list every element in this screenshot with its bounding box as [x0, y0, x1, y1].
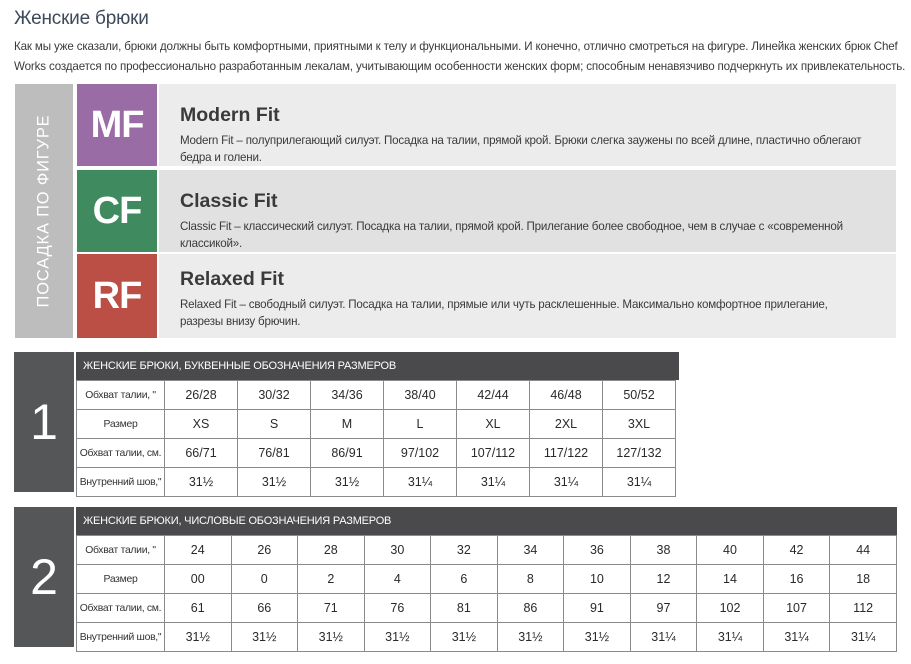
table-cell: 36	[564, 536, 631, 565]
fit-desc-line: разрезы внизу брючин.	[180, 315, 301, 328]
table-cell: 00	[164, 565, 231, 594]
table-cell: 76	[364, 594, 431, 623]
table-header: ЖЕНСКИЕ БРЮКИ, ЧИСЛОВЫЕ ОБОЗНАЧЕНИЯ РАЗМЕРОВ	[76, 507, 897, 535]
table-cell: 31½	[431, 623, 498, 652]
table-cell: 24	[164, 536, 231, 565]
table-cell: 14	[697, 565, 764, 594]
table-cell: 50/52	[603, 381, 676, 410]
table-row	[77, 623, 897, 652]
fit-row-modern	[77, 84, 896, 166]
row-label: Обхват талии, "	[77, 536, 165, 565]
table-cell: 117/122	[530, 439, 603, 468]
table-cell: 31¼	[763, 623, 830, 652]
table-cell: 46/48	[530, 381, 603, 410]
table-cell: 31½	[164, 623, 231, 652]
table-cell: 32	[431, 536, 498, 565]
fit-vertical-label: ПОСАДКА ПО ФИГУРЕ	[34, 114, 53, 308]
table-cell: 16	[763, 565, 830, 594]
table-number: 2	[14, 507, 74, 647]
table-cell: 66/71	[165, 439, 238, 468]
table-cell: 86/91	[311, 439, 384, 468]
fit-vertical-label-box	[15, 84, 73, 338]
size-table-numeric	[14, 507, 897, 647]
table-row	[77, 468, 676, 497]
fit-name: Classic Fit	[180, 190, 278, 212]
intro-line: Works создается по профессионально разработанным лекалам, учитывающим особенности женских форм; способным ненавязчиво подчеркнуть их привлекательность.	[14, 60, 906, 73]
table-cell: 97/102	[384, 439, 457, 468]
table-cell: 38	[630, 536, 697, 565]
table-cell: 6	[431, 565, 498, 594]
table-cell: 34/36	[311, 381, 384, 410]
table-cell: 3XL	[603, 410, 676, 439]
table-cell: 31¼	[630, 623, 697, 652]
table-cell: 81	[431, 594, 498, 623]
table-row	[77, 536, 897, 565]
intro-line: Как мы уже сказали, брюки должны быть комфортными, приятными к телу и функциональными. И конечно, отлично смотреться на фигуре. Линейка женских брюк Chef	[14, 40, 898, 53]
fit-desc-line: Modern Fit – полуприлегающий силуэт. Посадка на талии, прямой крой. Брюки слегка заужены по всей длине, пластично облегают	[180, 134, 862, 147]
fit-desc	[180, 132, 870, 166]
table-cell: 12	[630, 565, 697, 594]
fit-badge-cf: CF	[77, 170, 157, 252]
table-cell: 61	[164, 594, 231, 623]
fit-desc	[180, 218, 870, 252]
table-cell: 112	[830, 594, 897, 623]
table-cell: 30/32	[238, 381, 311, 410]
fit-desc-line: Relaxed Fit – свободный силуэт. Посадка на талии, прямые или чуть расклешенные. Максимально комфортное прилегание,	[180, 298, 828, 311]
table-cell: 44	[830, 536, 897, 565]
fit-badge-rf: RF	[77, 254, 157, 338]
table-cell: 31½	[298, 623, 365, 652]
table-cell: 26/28	[165, 381, 238, 410]
table-cell: 30	[364, 536, 431, 565]
table-cell: 10	[564, 565, 631, 594]
table-cell: 71	[298, 594, 365, 623]
table-cell: M	[311, 410, 384, 439]
table-cell: 91	[564, 594, 631, 623]
table-cell: 31¼	[457, 468, 530, 497]
fit-info-modern	[159, 84, 896, 166]
table-cell: 76/81	[238, 439, 311, 468]
table-cell: 40	[697, 536, 764, 565]
table-cell: 86	[497, 594, 564, 623]
table-cell: 31½	[231, 623, 298, 652]
table-cell: XS	[165, 410, 238, 439]
size-table	[76, 535, 897, 652]
row-label: Размер	[77, 410, 165, 439]
table-cell: 2	[298, 565, 365, 594]
table-cell: 102	[697, 594, 764, 623]
table-cell: S	[238, 410, 311, 439]
page-title: Женские брюки	[14, 8, 149, 29]
table-row	[77, 594, 897, 623]
table-cell: 31¼	[830, 623, 897, 652]
table-cell: L	[384, 410, 457, 439]
size-table-letter	[14, 352, 680, 492]
fit-name: Modern Fit	[180, 104, 280, 126]
row-label: Обхват талии, см.	[77, 594, 165, 623]
table-cell: 31½	[564, 623, 631, 652]
fit-desc-line: классикой».	[180, 237, 243, 250]
fit-row-classic	[77, 170, 896, 252]
table-header: ЖЕНСКИЕ БРЮКИ, БУКВЕННЫЕ ОБОЗНАЧЕНИЯ РАЗМЕРОВ	[76, 352, 679, 380]
row-label: Обхват талии, "	[77, 381, 165, 410]
row-label: Внутренний шов,"	[77, 468, 165, 497]
row-label: Внутренний шов,"	[77, 623, 165, 652]
table-cell: 26	[231, 536, 298, 565]
row-label: Обхват талии, см.	[77, 439, 165, 468]
table-row	[77, 410, 676, 439]
table-cell: 31½	[311, 468, 384, 497]
table-row	[77, 381, 676, 410]
table-cell: 34	[497, 536, 564, 565]
table-cell: 97	[630, 594, 697, 623]
table-cell: 42	[763, 536, 830, 565]
table-cell: 107	[763, 594, 830, 623]
fit-row-relaxed	[77, 254, 896, 338]
table-cell: 31½	[497, 623, 564, 652]
fit-info-relaxed	[159, 254, 896, 338]
table-cell: 127/132	[603, 439, 676, 468]
table-cell: 4	[364, 565, 431, 594]
fit-desc	[180, 296, 870, 330]
table-number: 1	[14, 352, 74, 492]
table-cell: XL	[457, 410, 530, 439]
fit-badge-mf: MF	[77, 84, 157, 166]
table-row	[77, 565, 897, 594]
intro-text	[14, 37, 904, 77]
fit-panel	[15, 84, 896, 338]
fit-desc-line: бедра и голени.	[180, 151, 262, 164]
fit-info-classic	[159, 170, 896, 252]
size-table	[76, 380, 676, 497]
table-cell: 38/40	[384, 381, 457, 410]
table-cell: 31¼	[384, 468, 457, 497]
table-cell: 2XL	[530, 410, 603, 439]
table-cell: 31½	[165, 468, 238, 497]
table-cell: 0	[231, 565, 298, 594]
table-row	[77, 439, 676, 468]
table-cell: 31¼	[603, 468, 676, 497]
table-cell: 28	[298, 536, 365, 565]
table-cell: 42/44	[457, 381, 530, 410]
table-cell: 31½	[364, 623, 431, 652]
table-cell: 8	[497, 565, 564, 594]
table-cell: 107/112	[457, 439, 530, 468]
table-cell: 31¼	[697, 623, 764, 652]
row-label: Размер	[77, 565, 165, 594]
fit-name: Relaxed Fit	[180, 268, 285, 290]
table-cell: 18	[830, 565, 897, 594]
table-cell: 31½	[238, 468, 311, 497]
table-cell: 31¼	[530, 468, 603, 497]
fit-desc-line: Classic Fit – классический силуэт. Посадка на талии, прямой крой. Прилегание более свободное, чем в случае с «современной	[180, 220, 843, 233]
table-cell: 66	[231, 594, 298, 623]
